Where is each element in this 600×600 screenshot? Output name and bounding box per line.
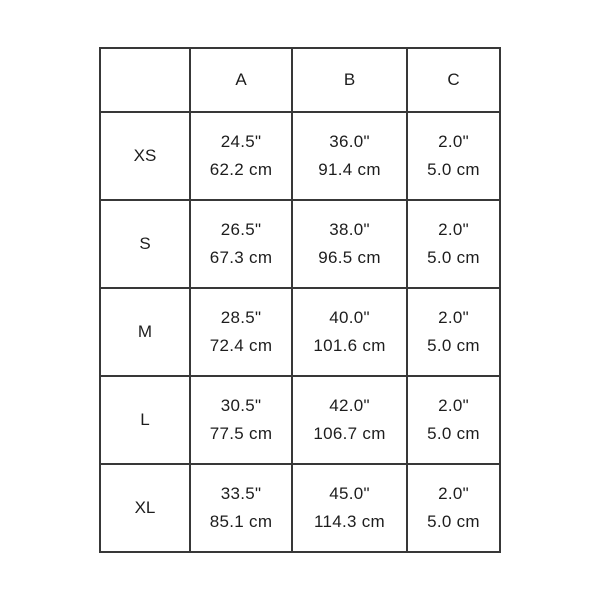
column-header-c: C	[407, 48, 500, 112]
column-header-a: A	[190, 48, 292, 112]
row-label-l: L	[100, 376, 190, 464]
cm-value: 5.0 cm	[427, 248, 480, 267]
measurement-cell	[292, 464, 407, 552]
measurement-cell	[292, 200, 407, 288]
measurement-cell	[407, 288, 500, 376]
inches-value: 33.5"	[220, 484, 262, 503]
measurement-cell	[407, 376, 500, 464]
cm-value: 72.4 cm	[209, 336, 273, 355]
measurement-cell	[407, 112, 500, 200]
cm-value: 77.5 cm	[209, 424, 273, 443]
cm-value: 85.1 cm	[209, 512, 273, 531]
cm-value: 91.4 cm	[318, 160, 381, 179]
row-label-m: M	[100, 288, 190, 376]
inches-value: 2.0"	[438, 484, 469, 503]
cm-value: 96.5 cm	[318, 248, 381, 267]
size-chart-table	[99, 47, 501, 553]
measurement-cell	[407, 200, 500, 288]
row-label-s: S	[100, 200, 190, 288]
header-row	[100, 48, 500, 112]
measurement-cell	[190, 288, 292, 376]
inches-value: 30.5"	[220, 396, 262, 415]
measurement-cell	[190, 112, 292, 200]
cm-value: 5.0 cm	[427, 512, 480, 531]
measurement-cell	[292, 288, 407, 376]
cm-value: 5.0 cm	[427, 424, 480, 443]
inches-value: 2.0"	[438, 220, 469, 239]
inches-value: 42.0"	[329, 396, 370, 415]
cm-value: 114.3 cm	[313, 512, 386, 531]
inches-value: 2.0"	[438, 396, 469, 415]
inches-value: 45.0"	[329, 484, 370, 503]
inches-value: 38.0"	[329, 220, 370, 239]
cm-value: 5.0 cm	[427, 336, 480, 355]
table-row-m	[100, 288, 500, 376]
cm-value: 5.0 cm	[427, 160, 480, 179]
inches-value: 40.0"	[329, 308, 370, 327]
measurement-cell	[190, 376, 292, 464]
table-row-l	[100, 376, 500, 464]
cm-value: 62.2 cm	[209, 160, 273, 179]
corner-cell	[100, 48, 190, 112]
row-label-xs: XS	[100, 112, 190, 200]
measurement-cell	[292, 376, 407, 464]
table-row-s	[100, 200, 500, 288]
row-label-xl: XL	[100, 464, 190, 552]
inches-value: 24.5"	[220, 132, 262, 151]
inches-value: 36.0"	[329, 132, 370, 151]
table-row-xs	[100, 112, 500, 200]
column-header-b: B	[292, 48, 407, 112]
cm-value: 101.6 cm	[313, 336, 386, 355]
measurement-cell	[292, 112, 407, 200]
cm-value: 67.3 cm	[209, 248, 273, 267]
measurement-cell	[407, 464, 500, 552]
inches-value: 2.0"	[438, 132, 469, 151]
inches-value: 2.0"	[438, 308, 469, 327]
cm-value: 106.7 cm	[313, 424, 386, 443]
inches-value: 26.5"	[220, 220, 262, 239]
table-row-xl	[100, 464, 500, 552]
measurement-cell	[190, 200, 292, 288]
inches-value: 28.5"	[220, 308, 262, 327]
measurement-cell	[190, 464, 292, 552]
